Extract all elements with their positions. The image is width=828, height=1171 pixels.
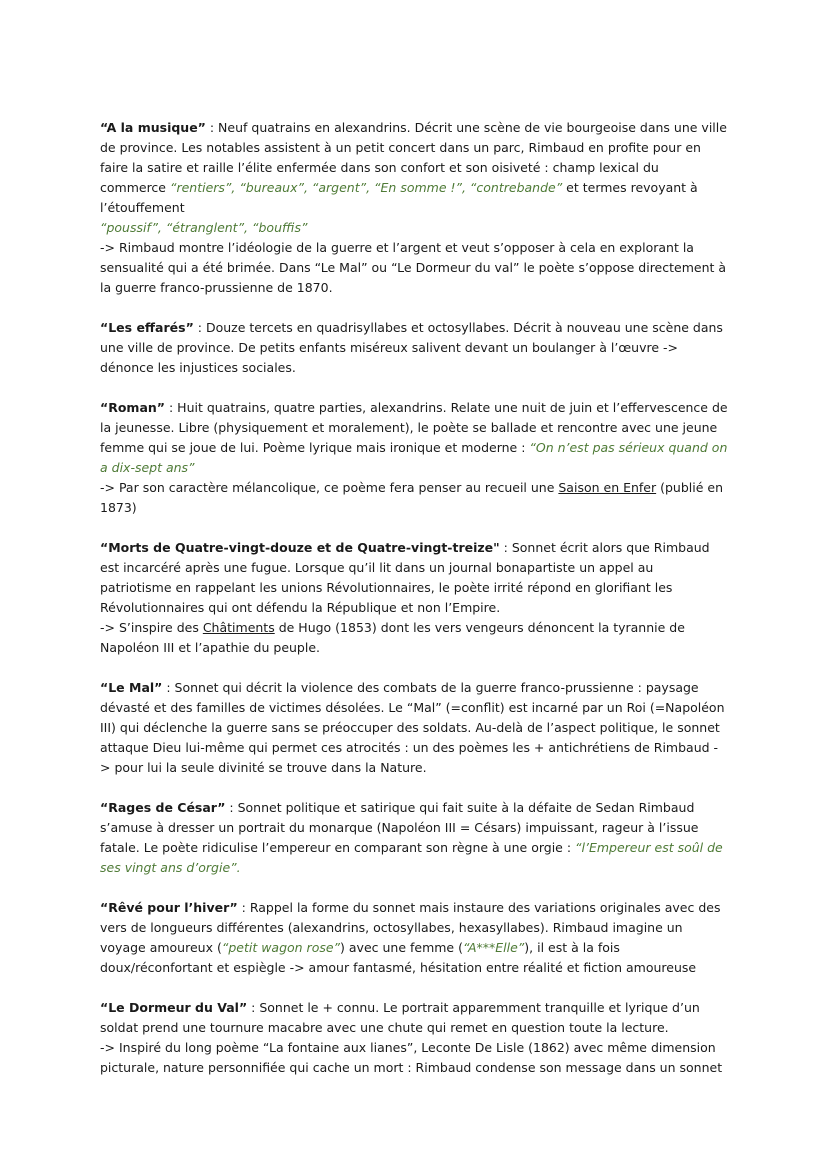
- note-text: -> S’inspire des: [100, 620, 203, 635]
- note-text: (publié en 1873): [100, 480, 724, 515]
- paragraph-body: [100, 398, 728, 478]
- paragraph-a-la-musique: [100, 118, 728, 298]
- paragraph-text: : Sonnet qui décrit la violence des combats de la guerre franco-prussienne : paysage dévasté et des familles de victimes désolées. Le “Mal” (=conflit) est incarné par un Roi (=Napoléon III) qui déclenche la guerre sans se préoccuper des soldats. Au-delà de l’aspect politique, le sonnet attaque Dieu lui-même qui permet ces atrocités : un des poèmes les + antichrétiens de Rimbaud -> pour lui la seule divinité se trouve dans la Nature.: [100, 680, 725, 775]
- poem-title: “Rêvé pour l’hiver”: [100, 900, 238, 915]
- book-title: Châtiments: [202, 620, 275, 635]
- paragraph-text: : Neuf quatrains en alexandrins. Décrit une scène de vie bourgeoise dans une ville de province. Les notables assistent à un petit concert dans un parc, Rimbaud en profite pour en faire la satire et raille l’élite enfermée dans son confort et son oisiveté : champ lexical du commerce: [100, 120, 727, 195]
- paragraph-body: [100, 118, 728, 238]
- paragraph-body: [100, 678, 728, 778]
- paragraph-note: -> Inspiré du long poème “La fontaine aux lianes”, Leconte De Lisle (1862) avec même dimension picturale, nature personnifiée qui cache un mort : Rimbaud condense son message dans un sonnet: [100, 1040, 723, 1075]
- paragraph-text: : Sonnet politique et satirique qui fait suite à la défaite de Sedan Rimbaud s’amuse à dresser un portrait du monarque (Napoléon III = Césars) impuissant, rageur à l’issue fatale. Le poète ridiculise l’empereur en comparant son règne à une orgie :: [100, 800, 699, 855]
- note-text: de Hugo (1853) dont les vers vengeurs dénoncent la tyrannie de Napoléon III et l’apathie du peuple.: [100, 620, 685, 655]
- paragraph-body: [100, 898, 728, 978]
- poem-title: “Le Dormeur du Val”: [100, 1000, 248, 1015]
- paragraph-text: ) avec une femme (: [340, 940, 463, 955]
- paragraph-body: [100, 318, 728, 378]
- paragraph-text: : Sonnet écrit alors que Rimbaud est incarcéré après une fugue. Lorsque qu’il lit dans un journal bonapartiste un appel au patriotisme en rappelant les unions Révolutionnaires, le poète irrité répond en glorifiant les Révolutionnaires qui ont défendu la République et non l’Empire.: [100, 540, 710, 615]
- quote: “A***Elle”: [462, 940, 525, 955]
- paragraph-les-effares: [100, 318, 728, 378]
- paragraph-text: ), il est à la fois doux/réconfortant et espiègle -> amour fantasmé, hésitation entre réalité et fiction amoureuse: [100, 940, 697, 975]
- quote: “poussif”, “étranglent”, “bouffis”: [100, 220, 308, 235]
- paragraph-reve-pour-l-hiver: [100, 898, 728, 978]
- poem-title: “Le Mal”: [100, 680, 163, 695]
- quote: “rentiers”, “bureaux”, “argent”, “En somme !”, “contrebande”: [169, 180, 563, 195]
- paragraph-note: -> Rimbaud montre l’idéologie de la guerre et l’argent et veut s’opposer à cela en explorant la sensualité qui a été brimée. Dans “Le Mal” ou “Le Dormeur du val” le poète s’oppose directement à la guerre franco-prussienne de 1870.: [100, 240, 727, 295]
- paragraph-text: et termes revoyant à l’étouffement: [100, 180, 698, 215]
- book-title: Saison en Enfer: [558, 480, 657, 495]
- document-page: [100, 118, 728, 1098]
- paragraph-text: : Sonnet le + connu. Le portrait apparemment tranquille et lyrique d’un soldat prend une tournure macabre avec une chute qui remet en question toute la lecture.: [100, 1000, 700, 1035]
- paragraph-roman: [100, 398, 728, 518]
- poem-title: “Roman”: [100, 400, 166, 415]
- poem-title: “Rages de César”: [100, 800, 226, 815]
- paragraph-body: [100, 798, 728, 878]
- paragraph-le-mal: [100, 678, 728, 778]
- poem-title: “Les effarés”: [100, 320, 194, 335]
- paragraph-note: [100, 618, 728, 658]
- paragraph-body: [100, 538, 728, 618]
- paragraph-note: [100, 478, 728, 518]
- paragraph-text: : Douze tercets en quadrisyllabes et octosyllabes. Décrit à nouveau une scène dans une ville de province. De petits enfants miséreux salivent devant un boulanger à l’œuvre -> dénonce les injustices sociales.: [100, 320, 723, 375]
- poem-title: “Morts de Quatre-vingt-douze et de Quatre-vingt-treize": [100, 540, 500, 555]
- paragraph-text: : Rappel la forme du sonnet mais instaure des variations originales avec des vers de longueurs différentes (alexandrins, octosyllabes, hexasyllabes). Rimbaud imagine un voyage amoureux (: [100, 900, 721, 955]
- quote: “On n’est pas sérieux quand on a dix-sept ans”: [100, 440, 728, 475]
- note-text: -> Par son caractère mélancolique, ce poème fera penser au recueil une: [100, 480, 559, 495]
- quote: “petit wagon rose”: [221, 940, 341, 955]
- paragraph-rages-de-cesar: [100, 798, 728, 878]
- paragraph-body: [100, 998, 728, 1038]
- paragraph-le-dormeur-du-val: [100, 998, 728, 1078]
- paragraph-morts-de-92-93: [100, 538, 728, 658]
- paragraph-text: : Huit quatrains, quatre parties, alexandrins. Relate une nuit de juin et l’effervescence de la jeunesse. Libre (physiquement et moralement), le poète se ballade et rencontre avec une jeune femme qui se joue de lui. Poème lyrique mais ironique et moderne :: [100, 400, 728, 455]
- poem-title: “A la musique”: [100, 120, 206, 135]
- quote: “l’Empereur est soûl de ses vingt ans d’orgie”.: [100, 840, 723, 875]
